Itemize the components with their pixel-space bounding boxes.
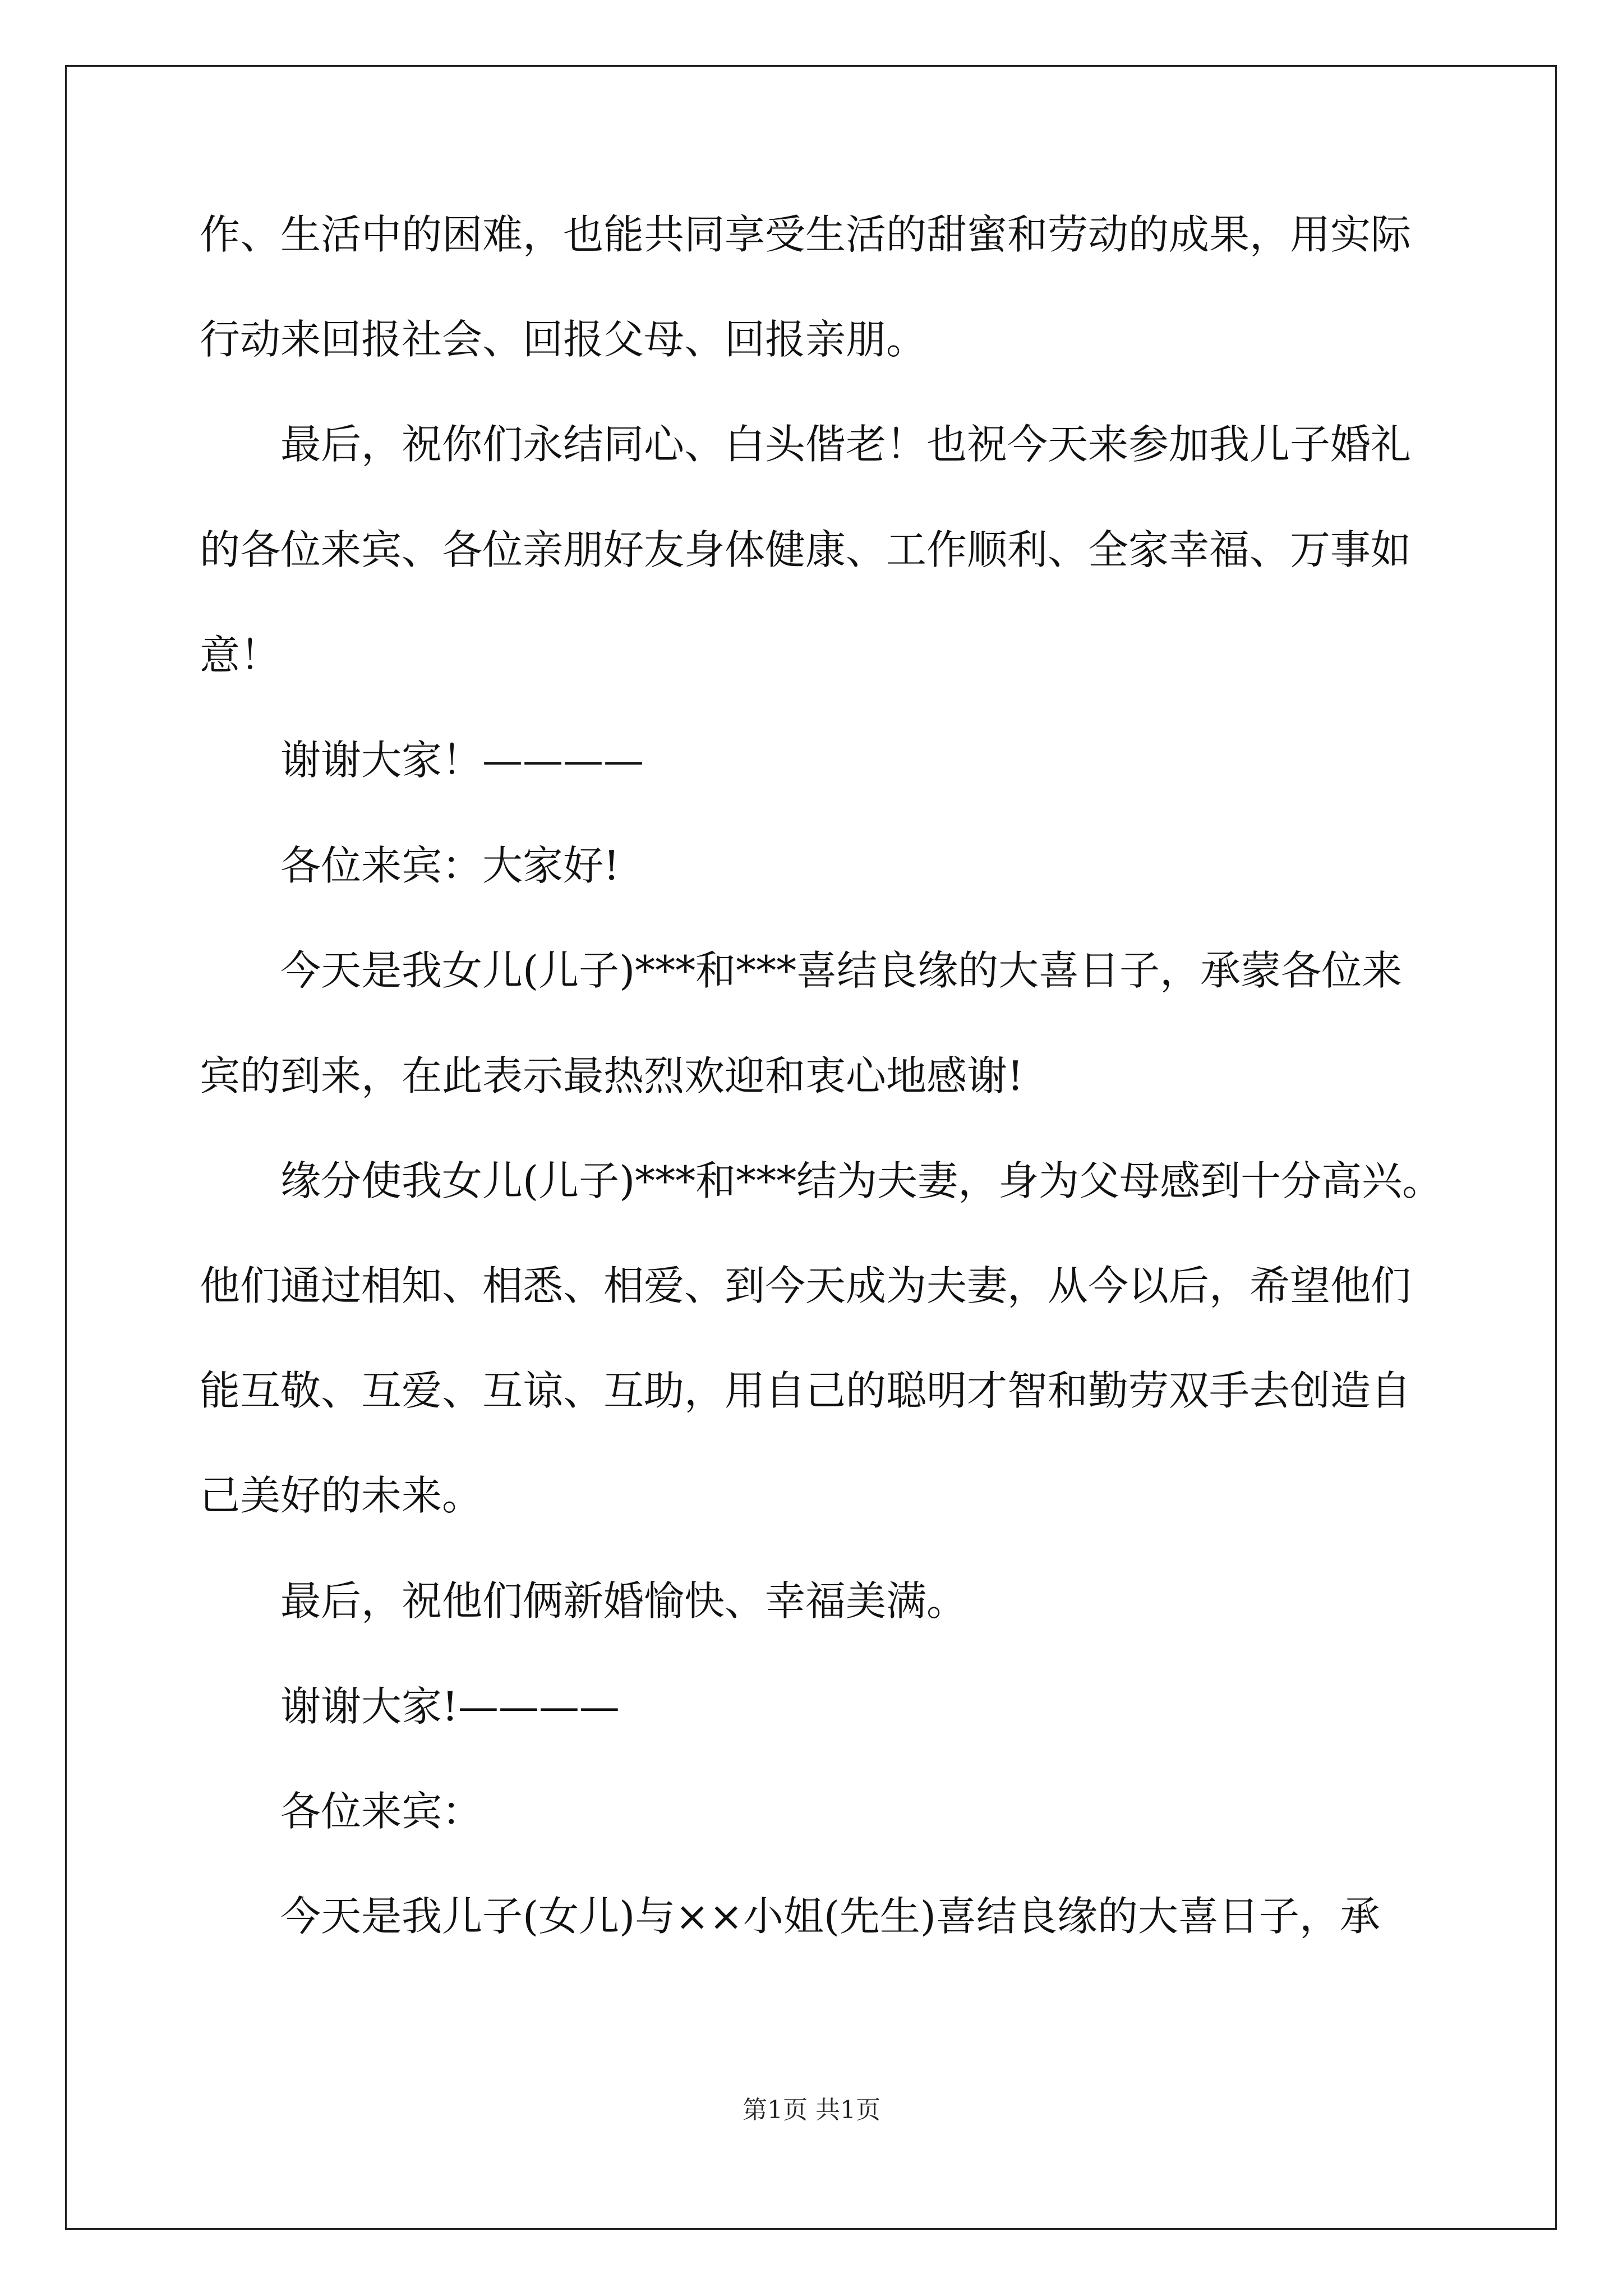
text-line: 意！ — [200, 632, 281, 679]
text-line: 谢谢大家!———— — [280, 1683, 620, 1730]
text-line: 作、生活中的困难，也能共同享受生活的甜蜜和劳动的成果，用实际 — [200, 211, 1412, 258]
text-line: 最后，祝他们俩新婚愉快、幸福美满。 — [280, 1577, 967, 1625]
text-line: 今天是我女儿(儿子)***和***喜结良缘的大喜日子，承蒙各位来 — [280, 947, 1403, 994]
text-line: 各位来宾：大家好! — [280, 842, 620, 889]
text-line: 各位来宾： — [280, 1788, 483, 1835]
text-line: 谢谢大家！———— — [280, 737, 644, 784]
text-line: 今天是我儿子(女儿)与××小姐(先生)喜结良缘的大喜日子，承 — [280, 1893, 1381, 1940]
text-line: 宾的到来，在此表示最热烈欢迎和衷心地感谢! — [200, 1052, 1023, 1099]
text-line: 缘分使我女儿(儿子)***和***结为夫妻，身为父母感到十分高兴。 — [280, 1157, 1443, 1204]
text-line: 的各位来宾、各位亲朋好友身体健康、工作顺利、全家幸福、万事如 — [200, 526, 1412, 573]
text-line: 能互敬、互爱、互谅、互助，用自己的聪明才智和勤劳双手去创造自 — [200, 1367, 1412, 1414]
text-line: 他们通过相知、相悉、相爱、到今天成为夫妻，从今以后，希望他们 — [200, 1262, 1412, 1309]
text-line: 己美好的未来。 — [200, 1472, 483, 1519]
page-footer: 第1页 共1页 — [743, 2096, 880, 2124]
text-line: 最后，祝你们永结同心、白头偕老！也祝今天来参加我儿子婚礼 — [280, 421, 1412, 468]
text-line: 行动来回报社会、回报父母、回报亲朋。 — [200, 316, 927, 363]
